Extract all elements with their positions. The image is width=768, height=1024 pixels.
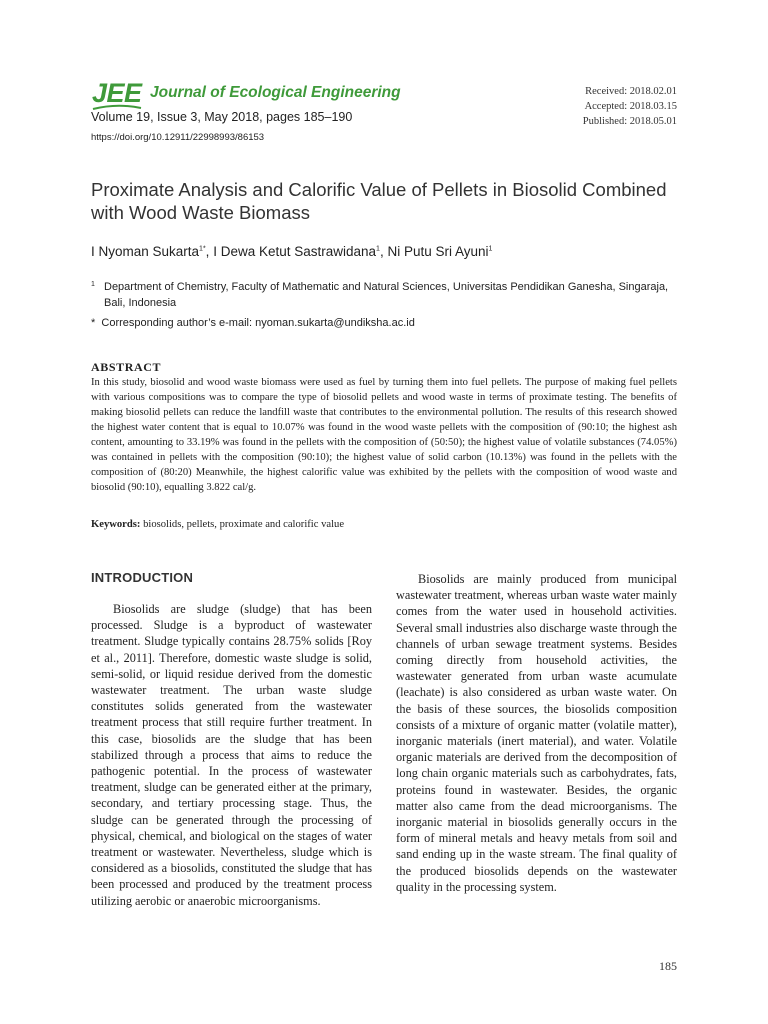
- corresponding-email[interactable]: Corresponding author’s e-mail: nyoman.sukarta@undiksha.ac.id: [101, 317, 415, 329]
- author-name: I Nyoman Sukarta: [91, 244, 200, 259]
- received-date: Received: 2018.02.01: [585, 86, 677, 97]
- author-name: Ni Putu Sri Ayuni: [387, 244, 489, 259]
- section-heading-introduction: INTRODUCTION: [91, 570, 194, 585]
- journal-logo: JEE: [92, 78, 142, 108]
- doi-link[interactable]: https://doi.org/10.12911/22998993/86153: [91, 132, 265, 143]
- article-dates: [583, 84, 677, 129]
- author-affiliation-mark: 1: [488, 245, 493, 253]
- author-affiliation-mark: 1: [376, 245, 380, 253]
- left-column: [91, 601, 372, 909]
- page-number: 185: [659, 959, 677, 973]
- abstract-heading: ABSTRACT: [91, 360, 162, 374]
- affiliation-mark: 1: [91, 281, 95, 288]
- corresponding-author: [91, 315, 415, 331]
- abstract-text: In this study, biosolid and wood waste biomass were used as fuel by turning them into fuel pellets. The purpose of making fuel pellets with various compositions was to compare the type of biosolid pellets and wood waste in terms of proximate testing. The benefits of making biosolid pellets can reduce the landfill waste that contributes to the environmental pollution. The results of this research showed the highest water content that is equal to 10.07% was found in the wood waste pellets with the composition of (90:10; the highest ash content, amounting to 33.19% was found in the pellets with the composition of (50:50); the highest value of volatile substances (74.05%) was contained in pellets with the composition (90:10); the highest value of solid carbon (10.13%) was found in the pellets with the composition of (80:20) Meanwhile, the highest calorific value was exhibited by the pellets with the composition of wood waste and biosolid (90:10), equalling 3.822 cal/g.: [91, 377, 677, 493]
- body-paragraph: Biosolids are sludge (sludge) that has been processed. Sludge is a byproduct of wastewater treatment. Sludge typically contains 28.75% solids [Roy et al., 2011]. Therefore, domestic waste sludge is solid, semi-solid, or liquid residue derived from the domestic wastewater treatment. The urban waste sludge constitutes solids generated from the wastewater treatment process that still require further treatment. In this case, biosolids are the sludge that has been stabilized through a process that aims to reduce the pathogenic potential. In the process of wastewater treatment, sludge can be generated either at the primary, secondary, and tertiary processing stage. Thus, the sludge can be generated through the processing of physical, chemical, and biological on the stages of water treatment or wastewater. Nevertheless, sludge which is considered as a biosolids, constituted the sludge that has been processed and produced by the treatment process utilizing aerobic or anaerobic microorganisms.: [91, 602, 372, 908]
- author-name: I Dewa Ketut Sastrawidana: [213, 244, 377, 259]
- article-title: Proximate Analysis and Calorific Value of Pellets in Biosolid Combined with Wood Waste Biomass: [91, 179, 667, 223]
- accepted-date: Accepted: 2018.03.15: [584, 101, 677, 112]
- affiliation-text: Department of Chemistry, Faculty of Mathematic and Natural Sciences, Universitas Pendidikan Ganesha, Singaraja, Bali, Indonesia: [104, 281, 669, 309]
- keywords: [91, 519, 344, 530]
- published-date: Published: 2018.05.01: [582, 116, 677, 127]
- keywords-list: biosolids, pellets, proximate and calorific value: [143, 519, 345, 530]
- author-affiliation-mark: 1*: [199, 245, 206, 253]
- volume-issue-line: Volume 19, Issue 3, May 2018, pages 185–190: [91, 110, 353, 124]
- body-paragraph: Biosolids are mainly produced from municipal wastewater treatment, whereas urban waste water mainly comes from the water used in household activities. Several small industries also discharge waste through the channels of urban sewage treatment systems. Besides coming directly from household activities, the wastewater generated from urban waste acumulate (leachate) is also considered as urban waste water. On the basis of these sources, the biosolids composition consists of a mixture of organic matter (volatile matter), inorganic materials (inert material), and water. Volatile organic materials are derived from the decomposition of long chain organic materials such as carbohydrates, fats, proteins found in wastewater. Besides, the organic matter also came from the dead microorganisms. The inorganic material in biosolids generally occurs in the form of mineral metals and heavy metals from soil and sand ending up in the waste stream. The final quality of the produced biosolids depends on the wastewater quality in the processing system.: [396, 572, 677, 894]
- keywords-label: Keywords:: [91, 519, 141, 530]
- corresponding-mark: *: [91, 317, 96, 329]
- author-list: I Nyoman Sukarta$^{1*}$, I Dewa Ketut Sastrawidana$^1$, Ni Putu Sri Ayuni$^1$: [91, 244, 493, 259]
- journal-name: Journal of Ecological Engineering: [150, 84, 401, 101]
- right-column: [396, 571, 677, 895]
- affiliation: [91, 279, 681, 311]
